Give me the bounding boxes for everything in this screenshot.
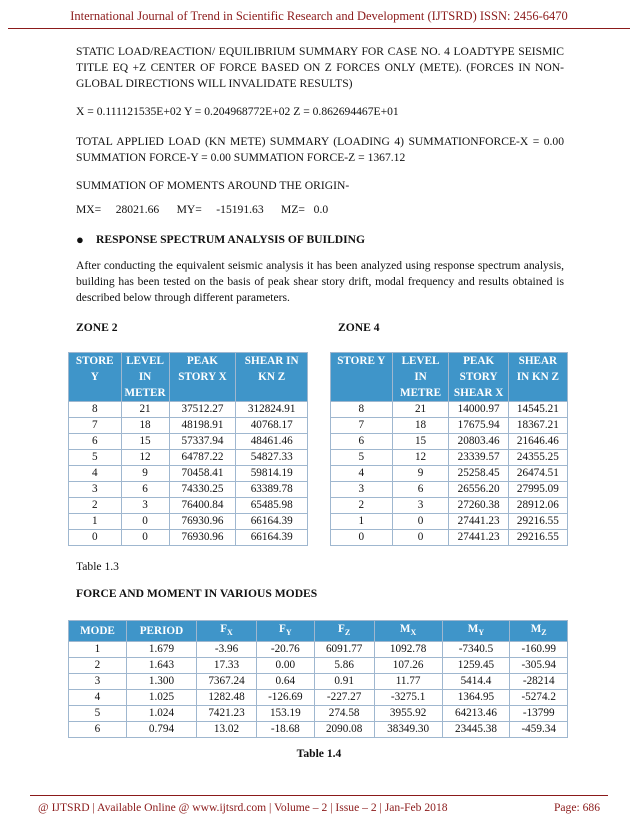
table-cell: 7 [331, 418, 393, 434]
table-cell: -20.76 [257, 642, 315, 658]
table-cell: 21646.46 [508, 434, 567, 450]
zone2-header-cell: STORE Y [69, 353, 122, 402]
page-number: Page: 686 [553, 801, 600, 814]
table-cell: -13799 [510, 706, 568, 722]
table-cell: 6 [69, 434, 122, 450]
zone2-table [68, 352, 308, 546]
modes-header-cell: $M_Z$ [510, 621, 568, 642]
modes-header-cell: $F_X$ [196, 621, 256, 642]
table-cell: 9 [392, 466, 449, 482]
zone4-header-cell: LEVEL IN METRE [392, 353, 449, 402]
footer [38, 800, 600, 816]
table-cell: 1.679 [126, 642, 196, 658]
table-row [69, 514, 308, 530]
table-cell: 0 [121, 530, 169, 546]
table-cell: 107.26 [374, 658, 442, 674]
table-cell: -7340.5 [442, 642, 510, 658]
zone4-header-cell: PEAK STORY SHEAR X [449, 353, 508, 402]
modes-header-cell: $F_Z$ [314, 621, 374, 642]
table-cell: 5414.4 [442, 674, 510, 690]
table-cell: 21 [392, 402, 449, 418]
table-cell: 1 [69, 514, 122, 530]
table-cell: 29216.55 [508, 514, 567, 530]
modes-header-cell: $F_Y$ [257, 621, 315, 642]
table-cell: 48461.46 [236, 434, 308, 450]
table-cell: 0 [392, 514, 449, 530]
table-cell: 1282.48 [196, 690, 256, 706]
table-cell: 7421.23 [196, 706, 256, 722]
table-cell: 0 [69, 530, 122, 546]
table-cell: 70458.41 [169, 466, 236, 482]
table-cell: 3955.92 [374, 706, 442, 722]
table-1-4-caption: Table 1.4 [296, 747, 342, 760]
table-cell: -28214 [510, 674, 568, 690]
table-cell: 12 [121, 450, 169, 466]
footer-rule [30, 795, 608, 796]
table-cell: 20803.46 [449, 434, 508, 450]
table-row [69, 498, 308, 514]
table-cell: 27995.09 [508, 482, 567, 498]
table-cell: 13.02 [196, 722, 256, 738]
table-cell: 48198.91 [169, 418, 236, 434]
table-cell: 2 [69, 658, 127, 674]
table-cell: 8 [69, 402, 122, 418]
table-cell: 1364.95 [442, 690, 510, 706]
table-cell: -305.94 [510, 658, 568, 674]
center-of-force-text: X = 0.111121535E+02 Y = 0.204968772E+02 Z = 0.862694467E+01 [76, 105, 399, 118]
table-cell: 25258.45 [449, 466, 508, 482]
table-cell: 0.91 [314, 674, 374, 690]
zone2-header-cell: PEAK STORY X [169, 353, 236, 402]
section-heading: RESPONSE SPECTRUM ANALYSIS OF BUILDING [96, 233, 366, 246]
table-cell: 15 [121, 434, 169, 450]
table-row [69, 674, 568, 690]
table-cell: 5 [69, 706, 127, 722]
table-cell: 38349.30 [374, 722, 442, 738]
table-cell: 312824.91 [236, 402, 308, 418]
table-cell: 3 [392, 498, 449, 514]
table-cell: -3275.1 [374, 690, 442, 706]
table-cell: 3 [69, 482, 122, 498]
table-cell: 57337.94 [169, 434, 236, 450]
table-cell: 21 [121, 402, 169, 418]
table-cell: 15 [392, 434, 449, 450]
header-rule [8, 28, 630, 29]
table-row [69, 706, 568, 722]
table-cell: 5 [69, 450, 122, 466]
table-cell: 18367.21 [508, 418, 567, 434]
table-cell: 54827.33 [236, 450, 308, 466]
table-row [69, 658, 568, 674]
table-cell: 24355.25 [508, 450, 567, 466]
table-cell: 153.19 [257, 706, 315, 722]
table-cell: -459.34 [510, 722, 568, 738]
table-cell: 27441.23 [449, 530, 508, 546]
journal-header: International Journal of Trend in Scientific Research and Development (IJTSRD) ISSN: 2456-6470 [70, 9, 568, 23]
table-cell: 18 [392, 418, 449, 434]
table-cell: 1259.45 [442, 658, 510, 674]
moments-heading: SUMMATION OF MOMENTS AROUND THE ORIGIN- [76, 179, 350, 192]
zone2-header-cell: SHEAR IN KN Z [236, 353, 308, 402]
table-cell: 0.794 [126, 722, 196, 738]
table-cell: 5.86 [314, 658, 374, 674]
modes-table [68, 620, 568, 738]
table-cell: 6 [69, 722, 127, 738]
table-cell: 3 [121, 498, 169, 514]
table-cell: 65485.98 [236, 498, 308, 514]
table-cell: 29216.55 [508, 530, 567, 546]
table-row [331, 434, 568, 450]
moments-values: MX= 28021.66 MY= -15191.63 MZ= 0.0 [76, 203, 329, 216]
table-cell: 0 [392, 530, 449, 546]
modes-header-cell: $M_X$ [374, 621, 442, 642]
table-cell: 66164.39 [236, 530, 308, 546]
table-cell: 274.58 [314, 706, 374, 722]
force-moment-heading: FORCE AND MOMENT IN VARIOUS MODES [76, 587, 318, 600]
table-1-3-caption: Table 1.3 [76, 560, 119, 573]
table-row [331, 402, 568, 418]
table-cell: -160.99 [510, 642, 568, 658]
table-cell: 6 [331, 434, 393, 450]
table-cell: 74330.25 [169, 482, 236, 498]
table-cell: -18.68 [257, 722, 315, 738]
table-row [69, 450, 308, 466]
zone4-header-cell: STORE Y [331, 353, 393, 402]
table-cell: 6 [392, 482, 449, 498]
table-cell: 2 [69, 498, 122, 514]
zone4-table [330, 352, 568, 546]
table-cell: 0 [331, 530, 393, 546]
zone4-label: ZONE 4 [338, 321, 380, 334]
table-cell: 66164.39 [236, 514, 308, 530]
table-cell: -3.96 [196, 642, 256, 658]
table-cell: 17675.94 [449, 418, 508, 434]
table-cell: 0 [121, 514, 169, 530]
table-cell: 40768.17 [236, 418, 308, 434]
table-cell: 11.77 [374, 674, 442, 690]
table-cell: 2 [331, 498, 393, 514]
footer-info: @ IJTSRD | Available Online @ www.ijtsrd.com | Volume – 2 | Issue – 2 | Jan-Feb 2018 [38, 801, 448, 814]
table-row [69, 722, 568, 738]
table-row [331, 530, 568, 546]
table-cell: 14545.21 [508, 402, 567, 418]
table-cell: 63389.78 [236, 482, 308, 498]
table-cell: 8 [331, 402, 393, 418]
table-cell: 76930.96 [169, 514, 236, 530]
table-cell: 76400.84 [169, 498, 236, 514]
table-cell: 7367.24 [196, 674, 256, 690]
table-cell: 14000.97 [449, 402, 508, 418]
table-cell: 0.64 [257, 674, 315, 690]
table-cell: 7 [69, 418, 122, 434]
section-paragraph: After conducting the equivalent seismic analysis it has been analyzed using response spectrum analysis, building has been tested on the basis of peak shear story drift, modal frequency and results obtained is described below through different parameters. [76, 259, 564, 304]
table-cell: 9 [121, 466, 169, 482]
table-cell: 5 [331, 450, 393, 466]
table-row [69, 434, 308, 450]
table-cell: 23339.57 [449, 450, 508, 466]
table-cell: 76930.96 [169, 530, 236, 546]
table-cell: 17.33 [196, 658, 256, 674]
table-row [331, 482, 568, 498]
table-cell: 37512.27 [169, 402, 236, 418]
table-cell: 27441.23 [449, 514, 508, 530]
table-cell: -126.69 [257, 690, 315, 706]
table-cell: 4 [69, 466, 122, 482]
table-cell: 27260.38 [449, 498, 508, 514]
table-cell: 3 [69, 674, 127, 690]
table-cell: -5274.2 [510, 690, 568, 706]
table-cell: 59814.19 [236, 466, 308, 482]
table-cell: 0.00 [257, 658, 315, 674]
table-cell: 6 [121, 482, 169, 498]
table-cell: 1 [331, 514, 393, 530]
zone2-label: ZONE 2 [76, 321, 118, 334]
table-row [331, 466, 568, 482]
modes-header-cell: $M_Y$ [442, 621, 510, 642]
table-row [69, 482, 308, 498]
table-cell: -227.27 [314, 690, 374, 706]
table-row [331, 514, 568, 530]
table-cell: 6091.77 [314, 642, 374, 658]
table-cell: 1.300 [126, 674, 196, 690]
table-row [69, 690, 568, 706]
table-row [69, 466, 308, 482]
table-cell: 1.643 [126, 658, 196, 674]
table-cell: 1092.78 [374, 642, 442, 658]
table-cell: 1 [69, 642, 127, 658]
table-row [331, 450, 568, 466]
table-cell: 1.024 [126, 706, 196, 722]
static-summary-text: STATIC LOAD/REACTION/ EQUILIBRIUM SUMMARY FOR CASE NO. 4 LOADTYPE SEISMIC TITLE EQ +Z CENTER OF FORCE BASED ON Z FORCES ONLY (METE). (FORCES IN NON-GLOBAL DIRECTIONS WILL INVALIDATE RESULTS) [76, 45, 564, 90]
table-row [69, 402, 308, 418]
total-load-text: TOTAL APPLIED LOAD (KN METE) SUMMARY (LOADING 4) SUMMATIONFORCE-X = 0.00 SUMMATION FORCE-Y = 0.00 SUMMATION FORCE-Z = 1367.12 [76, 135, 564, 164]
zone4-header-cell: SHEAR IN KN Z [508, 353, 567, 402]
zone2-header-cell: LEVEL IN METER [121, 353, 169, 402]
table-cell: 12 [392, 450, 449, 466]
table-cell: 4 [69, 690, 127, 706]
table-cell: 3 [331, 482, 393, 498]
table-row [331, 498, 568, 514]
table-cell: 18 [121, 418, 169, 434]
table-cell: 23445.38 [442, 722, 510, 738]
table-row [331, 418, 568, 434]
table-row [69, 530, 308, 546]
table-cell: 64787.22 [169, 450, 236, 466]
table-cell: 4 [331, 466, 393, 482]
modes-header-cell: MODE [69, 621, 127, 642]
table-cell: 28912.06 [508, 498, 567, 514]
modes-header-cell: PERIOD [126, 621, 196, 642]
table-cell: 64213.46 [442, 706, 510, 722]
table-row [69, 642, 568, 658]
table-cell: 26474.51 [508, 466, 567, 482]
table-cell: 2090.08 [314, 722, 374, 738]
table-row [69, 418, 308, 434]
table-cell: 1.025 [126, 690, 196, 706]
table-cell: 26556.20 [449, 482, 508, 498]
bullet-icon: ● [76, 232, 84, 247]
